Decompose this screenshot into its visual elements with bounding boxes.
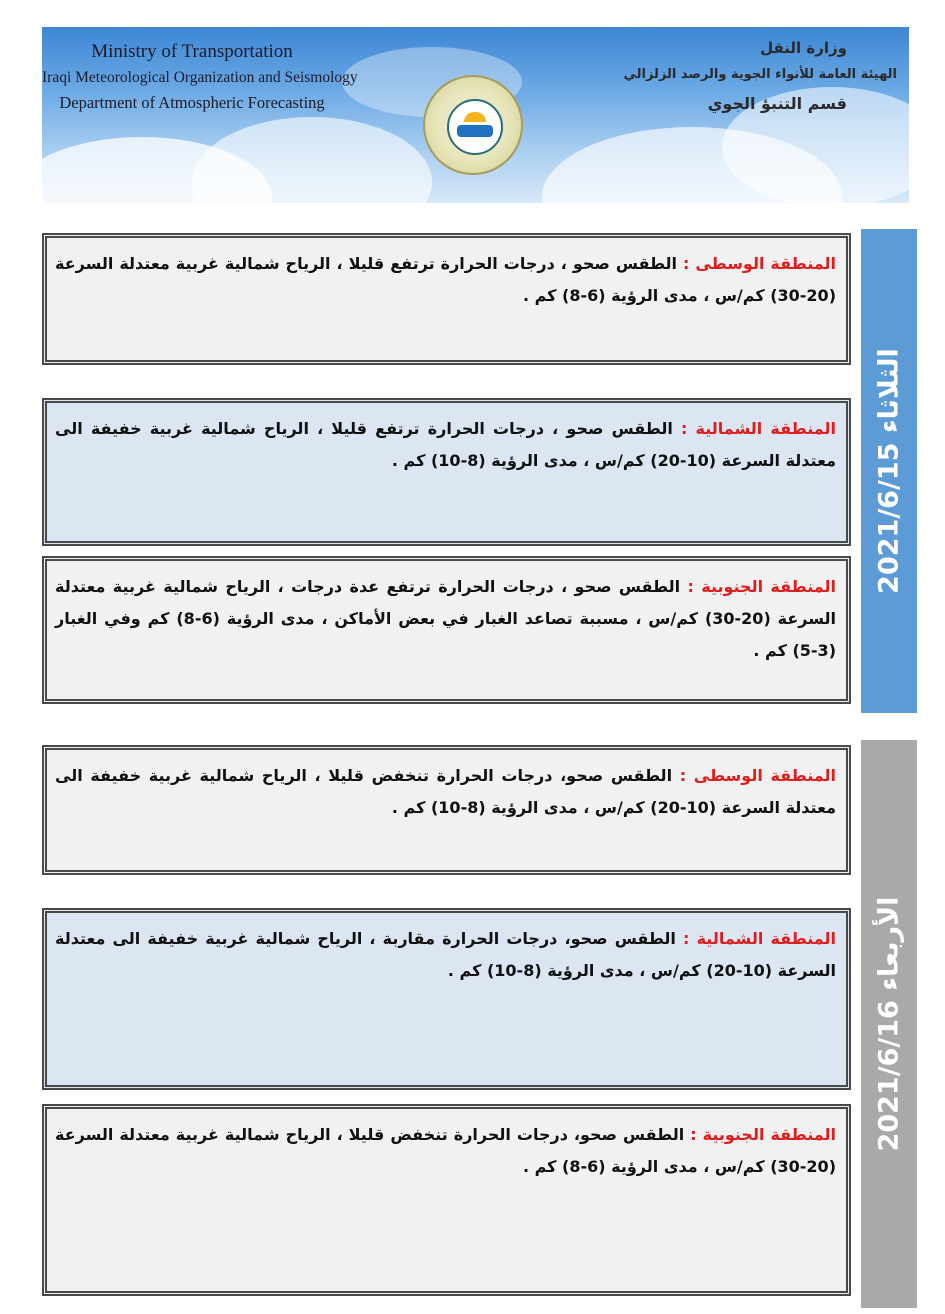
forecast-text: الطقس صحو ، درجات الحرارة ترتفع عدة درجات ، الرياح شمالية غربية معتدلة السرعة (20-30) كم/س ، مسببة تصاعد الغبار في بعض الأماكن ، مدى الرؤية (6-8) كم وفي الغبار (3-5) كم . xyxy=(55,577,836,660)
date-bar-day2 xyxy=(861,740,917,1308)
region-name: المنطقة الشمالية xyxy=(695,419,836,438)
organization-title-ar: الهيئة العامة للأنواء الجوية والرصد الزلزالي xyxy=(623,67,897,82)
ministry-title-en: Ministry of Transportation xyxy=(91,41,293,62)
department-title-ar: قسم التنبؤ الجوي xyxy=(707,94,847,113)
ministry-title-ar: وزارة النقل xyxy=(760,39,847,57)
date-bar-day1 xyxy=(861,229,917,713)
date-label: الأربعاء 2021/6/16 xyxy=(873,896,905,1152)
date-label: الثلاثاء 2021/6/15 xyxy=(873,348,905,594)
header-arabic xyxy=(597,39,897,113)
organization-logo-icon xyxy=(423,75,523,175)
region-name: المنطقة الشمالية xyxy=(696,929,836,948)
forecast-text: الطقس صحو ، درجات الحرارة ترتفع قليلا ، الرياح شمالية غربية خفيفة الى معتدلة السرعة (10-20) كم/س ، مدى الرؤية (8-10) كم . xyxy=(55,419,836,470)
header-banner xyxy=(42,27,909,203)
forecast-box-day1-central: المنطقة الوسطى : الطقس صحو ، درجات الحرارة ترتفع قليلا ، الرياح شمالية غربية معتدلة السرعة (20-30) كم/س ، مدى الرؤية (6-8) كم . xyxy=(42,233,851,365)
organization-title-en: Iraqi Meteorological Organization and Seismology xyxy=(42,69,358,86)
region-name: المنطقة الوسطى xyxy=(693,766,837,785)
forecast-box-day1-north: المنطقة الشمالية : الطقس صحو ، درجات الحرارة ترتفع قليلا ، الرياح شمالية غربية خفيفة الى معتدلة السرعة (10-20) كم/س ، مدى الرؤية (8-10) كم . xyxy=(42,398,851,546)
region-name: المنطقة الجنوبية xyxy=(701,577,836,596)
department-title-en: Department of Atmospheric Forecasting xyxy=(59,93,325,112)
forecast-box-day2-north: المنطقة الشمالية : الطقس صحو، درجات الحرارة مقاربة ، الرياح شمالية غربية خفيفة الى معتدلة السرعة (10-20) كم/س ، مدى الرؤية (8-10) كم . xyxy=(42,908,851,1090)
header-english xyxy=(42,41,358,113)
forecast-text: الطقس صحو ، درجات الحرارة ترتفع قليلا ، الرياح شمالية غربية معتدلة السرعة (20-30) كم/س ، مدى الرؤية (6-8) كم . xyxy=(55,254,836,305)
forecast-box-day1-south: المنطقة الجنوبية : الطقس صحو ، درجات الحرارة ترتفع عدة درجات ، الرياح شمالية غربية معتدلة السرعة (20-30) كم/س ، مسببة تصاعد الغبار في بعض الأماكن ، مدى الرؤية (6-8) كم وفي الغبار (3-5) كم . xyxy=(42,556,851,704)
forecast-text: الطقس صحو، درجات الحرارة تنخفض قليلا ، الرياح شمالية غربية معتدلة السرعة (20-30) كم/س ، مدى الرؤية (6-8) كم . xyxy=(55,1125,836,1176)
forecast-box-day2-central: المنطقة الوسطى : الطقس صحو، درجات الحرارة تنخفض قليلا ، الرياح شمالية غربية خفيفة الى معتدلة السرعة (10-20) كم/س ، مدى الرؤية (8-10) كم . xyxy=(42,745,851,875)
forecast-text: الطقس صحو، درجات الحرارة مقاربة ، الرياح شمالية غربية خفيفة الى معتدلة السرعة (10-20) كم/س ، مدى الرؤية (8-10) كم . xyxy=(55,929,836,980)
region-name: المنطقة الوسطى xyxy=(695,254,836,273)
forecast-box-day2-south: المنطقة الجنوبية : الطقس صحو، درجات الحرارة تنخفض قليلا ، الرياح شمالية غربية معتدلة السرعة (20-30) كم/س ، مدى الرؤية (6-8) كم . xyxy=(42,1104,851,1296)
forecast-text: الطقس صحو، درجات الحرارة تنخفض قليلا ، الرياح شمالية غربية خفيفة الى معتدلة السرعة (10-20) كم/س ، مدى الرؤية (8-10) كم . xyxy=(55,766,836,817)
region-name: المنطقة الجنوبية xyxy=(702,1125,837,1144)
